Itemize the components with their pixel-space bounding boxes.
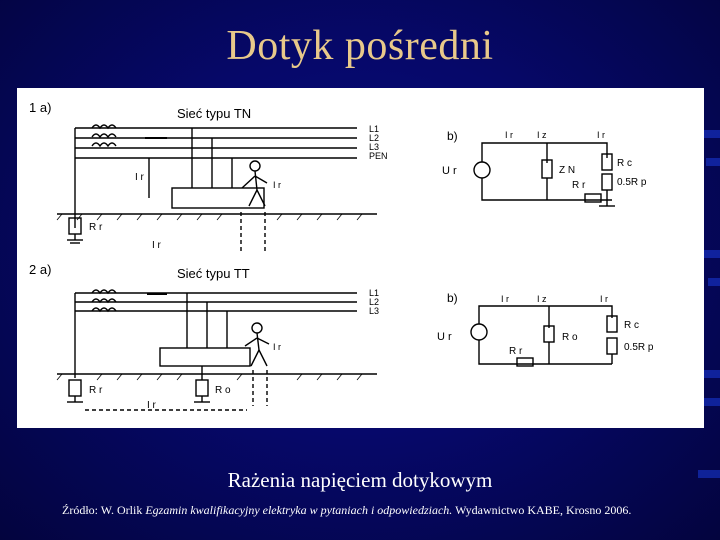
tt-network-title: Sieć typu TT (177, 266, 250, 281)
tn-line-l3: L3 (369, 142, 380, 152)
tt-eq-source-icon (471, 324, 487, 340)
tt-eq-current-3: I r (600, 294, 608, 304)
tt-body-current-label: I r (273, 342, 281, 352)
tt-device-enclosure (160, 348, 250, 366)
tt-eq-stand-resistor (607, 338, 617, 354)
tt-eq-object-resistance-label: R o (562, 332, 578, 343)
tt-label: 2 a) (29, 262, 52, 277)
tt-line-l2: L2 (369, 297, 380, 307)
source-book-title: Egzamin kwalifikacyjny elektryka w pytaniach i odpowiedziach. (145, 503, 453, 517)
tn-network-title: Sieć typu TN (177, 106, 252, 121)
tt-eq-body-resistor (607, 316, 617, 332)
tn-eq-current-3: I r (597, 130, 605, 140)
tt-line-l1: L1 (369, 288, 380, 298)
tn-eq-source-label: U r (442, 165, 457, 177)
circuit-diagram (17, 88, 704, 428)
tn-body-current-label: I r (273, 180, 281, 190)
tt-ground-resistor-2 (196, 380, 208, 396)
tt-eq-ground-resistor-label: R r (509, 346, 523, 357)
tt-ground-resistor-1 (69, 380, 81, 396)
tn-line-l1: L1 (369, 124, 380, 134)
tn-label: 1 a) (29, 100, 52, 115)
tn-eq-current-2: I z (537, 130, 547, 140)
tn-eq-stand-resistance-label: 0.5R p (617, 177, 647, 188)
tn-eq-label: b) (447, 129, 458, 143)
diagram-caption: Rażenia napięciem dotykowym (227, 468, 493, 492)
tt-person-icon (245, 323, 269, 366)
tn-eq-ground-resistor-label: R r (572, 180, 586, 191)
tt-eq-source-label: U r (437, 331, 452, 343)
tt-eq-current-2: I z (537, 294, 547, 304)
circuit-diagram-panel (17, 88, 704, 428)
tt-ground-resistor-2-label: R o (215, 385, 231, 396)
tt-eq-stand-resistance-label: 0.5R p (624, 342, 654, 353)
tt-eq-label: b) (447, 291, 458, 305)
tt-eq-object-resistor (544, 326, 554, 342)
tn-eq-body-resistance-label: R c (617, 158, 632, 169)
tt-line-l3: L3 (369, 306, 380, 316)
tt-ground-current-label: I r (147, 400, 156, 411)
tn-ground-resistor-label: R r (89, 222, 103, 233)
source-publisher: Wydawnictwo KABE, Krosno 2006. (452, 503, 632, 517)
source-prefix: Źródło: W. Orlik (62, 503, 146, 517)
tn-ground-current-label: I r (152, 240, 161, 251)
source-citation (62, 503, 631, 518)
tn-current-label: I r (135, 172, 144, 183)
tt-eq-ground-resistor (517, 358, 533, 366)
tn-eq-stand-resistor (602, 174, 612, 190)
tt-eq-body-resistance-label: R c (624, 320, 639, 331)
tn-eq-ground-resistor (585, 194, 601, 202)
slide-title: Dotyk pośredni (226, 23, 494, 69)
tt-eq-current-1: I r (501, 294, 509, 304)
tn-person-icon (242, 161, 267, 206)
tn-eq-impedance-label: Z N (559, 165, 576, 176)
tn-eq-current-1: I r (505, 130, 513, 140)
tt-ground-resistor-1-label: R r (89, 385, 103, 396)
tn-eq-source-icon (474, 162, 490, 178)
tn-line-l2: L2 (369, 133, 380, 143)
tn-line-pen: PEN (369, 151, 388, 161)
